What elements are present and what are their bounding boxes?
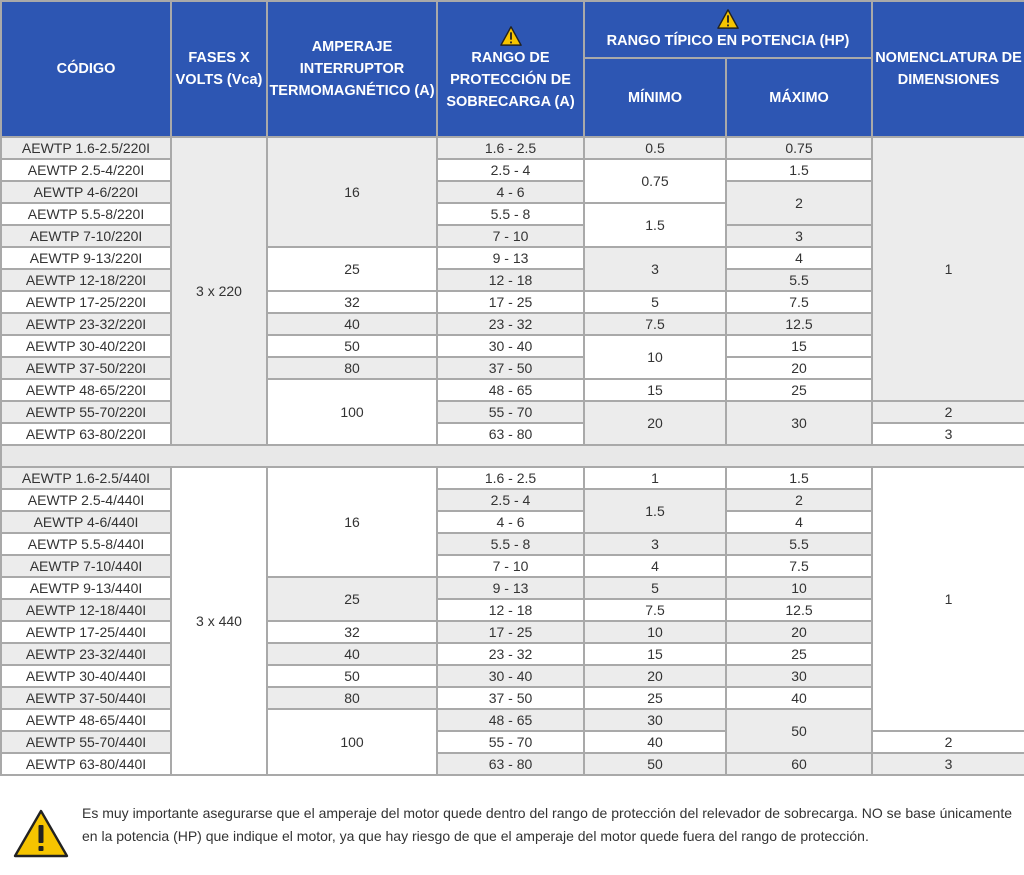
table-cell-nom: 2: [872, 401, 1024, 423]
table-cell-code: AEWTP 55-70/440I: [1, 731, 171, 753]
table-cell-rango: 7 - 10: [437, 555, 584, 577]
table-cell-max: 2: [726, 489, 872, 511]
table-cell-min: 50: [584, 753, 726, 775]
table-cell-max: 60: [726, 753, 872, 775]
header-rango: [437, 1, 584, 137]
table-cell-min: 40: [584, 731, 726, 753]
header-amperaje: AMPERAJE INTERRUPTOR TERMOMAGNÉTICO (A): [267, 1, 437, 137]
header-minimo: MÍNIMO: [584, 58, 726, 137]
table-cell-rango: 63 - 80: [437, 423, 584, 445]
group-separator: [1, 445, 1024, 467]
table-cell-rango: 30 - 40: [437, 335, 584, 357]
table-cell-max: 2: [726, 181, 872, 225]
table-cell-max: 20: [726, 621, 872, 643]
table-cell-min: 7.5: [584, 599, 726, 621]
table-cell-nom: 3: [872, 423, 1024, 445]
table-cell-min: 0.75: [584, 159, 726, 203]
table-cell-max: 12.5: [726, 313, 872, 335]
table-cell-max: 20: [726, 357, 872, 379]
table-cell-rango: 37 - 50: [437, 357, 584, 379]
table-cell-min: 7.5: [584, 313, 726, 335]
table-cell-rango: 1.6 - 2.5: [437, 137, 584, 159]
table-cell-amp: 80: [267, 687, 437, 709]
table-cell-code: AEWTP 4-6/220I: [1, 181, 171, 203]
table-cell-code: AEWTP 23-32/220I: [1, 313, 171, 335]
table-cell-fases: 3 x 440: [171, 467, 267, 775]
table-cell-nom: 2: [872, 731, 1024, 753]
warning-note-text: Es muy importante asegurarse que el amperaje del motor quede dentro del rango de protección del relevador de sobrecarga. NO se base únicamente en la potencia (HP) que indique el motor, ya que hay riesgo de que el amperaje del motor quede fuera del rango de protección.: [82, 805, 1012, 844]
table-cell-max: 30: [726, 401, 872, 445]
table-cell-amp: 40: [267, 313, 437, 335]
table-cell-rango: 63 - 80: [437, 753, 584, 775]
table-cell-min: 15: [584, 379, 726, 401]
table-cell-code: AEWTP 30-40/440I: [1, 665, 171, 687]
table-cell-rango: 55 - 70: [437, 731, 584, 753]
table-cell-max: 4: [726, 511, 872, 533]
table-cell-amp: 25: [267, 577, 437, 621]
header-maximo: MÁXIMO: [726, 58, 872, 137]
table-cell-code: AEWTP 1.6-2.5/440I: [1, 467, 171, 489]
table-cell-max: 1.5: [726, 159, 872, 181]
warning-triangle-icon: [12, 808, 70, 860]
table-cell-rango: 4 - 6: [437, 511, 584, 533]
table-cell-max: 5.5: [726, 269, 872, 291]
header-codigo: CÓDIGO: [1, 1, 171, 137]
table-cell-code: AEWTP 30-40/220I: [1, 335, 171, 357]
table-cell-fases: 3 x 220: [171, 137, 267, 445]
table-cell-code: AEWTP 2.5-4/220I: [1, 159, 171, 181]
table-cell-max: 1.5: [726, 467, 872, 489]
table-cell-min: 1: [584, 467, 726, 489]
table-cell-min: 15: [584, 643, 726, 665]
table-cell-min: 10: [584, 621, 726, 643]
table-cell-min: 20: [584, 665, 726, 687]
table-cell-amp: 100: [267, 379, 437, 445]
table-cell-amp: 32: [267, 291, 437, 313]
warning-note: [12, 800, 1012, 872]
table-cell-max: 25: [726, 643, 872, 665]
table-cell-rango: 48 - 65: [437, 709, 584, 731]
table-cell-nom: 1: [872, 467, 1024, 731]
table-cell-code: AEWTP 12-18/440I: [1, 599, 171, 621]
table-cell-rango: 2.5 - 4: [437, 489, 584, 511]
table-cell-code: AEWTP 9-13/220I: [1, 247, 171, 269]
table-cell-max: 50: [726, 709, 872, 753]
table-cell-code: AEWTP 23-32/440I: [1, 643, 171, 665]
table-cell-code: AEWTP 48-65/440I: [1, 709, 171, 731]
table-cell-min: 3: [584, 247, 726, 291]
table-cell-rango: 30 - 40: [437, 665, 584, 687]
table-cell-code: AEWTP 63-80/440I: [1, 753, 171, 775]
table-cell-rango: 1.6 - 2.5: [437, 467, 584, 489]
table-cell-code: AEWTP 9-13/440I: [1, 577, 171, 599]
table-cell-min: 0.5: [584, 137, 726, 159]
header-nomenclatura: NOMENCLATURA DE DIMENSIONES: [872, 1, 1024, 137]
table-cell-min: 30: [584, 709, 726, 731]
table-cell-code: AEWTP 37-50/220I: [1, 357, 171, 379]
table-cell-min: 5: [584, 291, 726, 313]
table-cell-code: AEWTP 7-10/440I: [1, 555, 171, 577]
header-potencia: [584, 1, 872, 58]
table-cell-min: 3: [584, 533, 726, 555]
table-cell-min: 10: [584, 335, 726, 379]
table-cell-rango: 23 - 32: [437, 313, 584, 335]
table-cell-amp: 50: [267, 335, 437, 357]
table-cell-amp: 25: [267, 247, 437, 291]
table-cell-code: AEWTP 37-50/440I: [1, 687, 171, 709]
table-cell-max: 10: [726, 577, 872, 599]
table-cell-rango: 4 - 6: [437, 181, 584, 203]
table-cell-rango: 12 - 18: [437, 269, 584, 291]
table-cell-max: 25: [726, 379, 872, 401]
table-cell-rango: 17 - 25: [437, 291, 584, 313]
table-cell-max: 4: [726, 247, 872, 269]
table-cell-rango: 2.5 - 4: [437, 159, 584, 181]
table-cell-code: AEWTP 1.6-2.5/220I: [1, 137, 171, 159]
table-cell-code: AEWTP 12-18/220I: [1, 269, 171, 291]
table-cell-code: AEWTP 2.5-4/440I: [1, 489, 171, 511]
table-cell-code: AEWTP 4-6/440I: [1, 511, 171, 533]
table-cell-rango: 37 - 50: [437, 687, 584, 709]
header-rango-label: RANGO DE PROTECCIÓN DE SOBRECARGA (A): [446, 50, 575, 111]
table-cell-rango: 9 - 13: [437, 247, 584, 269]
header-fases: FASES X VOLTS (Vca): [171, 1, 267, 137]
table-cell-code: AEWTP 5.5-8/440I: [1, 533, 171, 555]
table-cell-code: AEWTP 63-80/220I: [1, 423, 171, 445]
table-cell-amp: 32: [267, 621, 437, 643]
table-cell-min: 25: [584, 687, 726, 709]
table-cell-amp: 16: [267, 467, 437, 577]
table-cell-max: 7.5: [726, 291, 872, 313]
table-cell-rango: 23 - 32: [437, 643, 584, 665]
warning-icon: [585, 7, 871, 29]
table-cell-max: 12.5: [726, 599, 872, 621]
table-cell-nom: 3: [872, 753, 1024, 775]
table-cell-rango: 12 - 18: [437, 599, 584, 621]
table-cell-min: 1.5: [584, 203, 726, 247]
table-cell-min: 4: [584, 555, 726, 577]
table-cell-rango: 5.5 - 8: [437, 533, 584, 555]
table-cell-max: 15: [726, 335, 872, 357]
table-cell-code: AEWTP 5.5-8/220I: [1, 203, 171, 225]
warning-icon: [438, 25, 583, 47]
table-cell-rango: 5.5 - 8: [437, 203, 584, 225]
table-cell-code: AEWTP 7-10/220I: [1, 225, 171, 247]
table-cell-max: 30: [726, 665, 872, 687]
table-cell-code: AEWTP 55-70/220I: [1, 401, 171, 423]
header-potencia-label: RANGO TÍPICO EN POTENCIA (HP): [606, 32, 850, 49]
table-cell-amp: 100: [267, 709, 437, 775]
table-cell-rango: 48 - 65: [437, 379, 584, 401]
table-cell-nom: 1: [872, 137, 1024, 401]
table-cell-max: 7.5: [726, 555, 872, 577]
table-cell-rango: 7 - 10: [437, 225, 584, 247]
table-cell-amp: 16: [267, 137, 437, 247]
table-cell-max: 5.5: [726, 533, 872, 555]
table-cell-rango: 55 - 70: [437, 401, 584, 423]
table-cell-amp: 50: [267, 665, 437, 687]
table-cell-max: 0.75: [726, 137, 872, 159]
table-cell-code: AEWTP 48-65/220I: [1, 379, 171, 401]
table-cell-rango: 17 - 25: [437, 621, 584, 643]
table-cell-min: 1.5: [584, 489, 726, 533]
table-cell-max: 3: [726, 225, 872, 247]
table-cell-rango: 9 - 13: [437, 577, 584, 599]
table-cell-min: 20: [584, 401, 726, 445]
table-cell-amp: 40: [267, 643, 437, 665]
table-cell-min: 5: [584, 577, 726, 599]
table-cell-code: AEWTP 17-25/440I: [1, 621, 171, 643]
table-cell-code: AEWTP 17-25/220I: [1, 291, 171, 313]
table-cell-amp: 80: [267, 357, 437, 379]
table-cell-max: 40: [726, 687, 872, 709]
